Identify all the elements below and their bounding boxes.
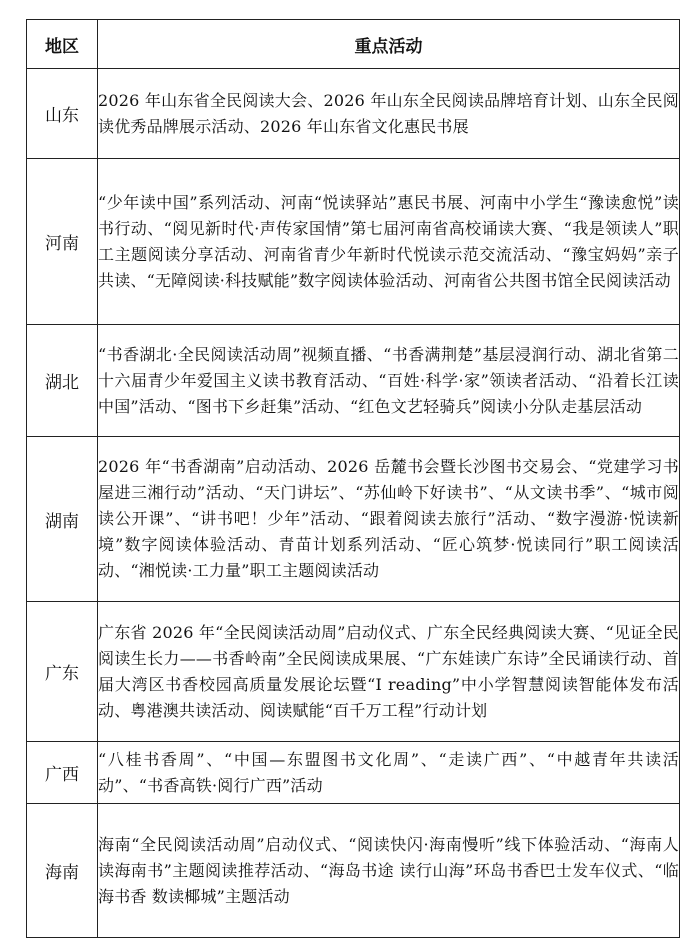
region-cell: 山东 <box>27 69 98 159</box>
activities-cell: “书香湖北·全民阅读活动周”视频直播、“书香满荆楚”基层浸润行动、湖北省第二十六届青少年爱国主义读书教育活动、“百姓·科学·家”领读者活动、“沿着长江读中国”活动、“图书下乡赶集”活动、“红色文艺轻骑兵”阅读小分队走基层活动 <box>98 325 680 437</box>
activities-cell: 海南“全民阅读活动周”启动仪式、“阅读快闪·海南慢听”线下体验活动、“海南人读海南书”主题阅读推荐活动、“海岛书途 读行山海”环岛书香巴士发车仪式、“临海书香 数读椰城”主题活动 <box>98 804 680 938</box>
table-row <box>27 437 680 602</box>
activities-column-header: 重点活动 <box>98 20 680 69</box>
table-header-row <box>27 20 680 69</box>
table-row <box>27 159 680 325</box>
activities-cell: “少年读中国”系列活动、河南“悦读驿站”惠民书展、河南中小学生“豫读愈悦”读书行动、“阅见新时代·声传家国情”第七届河南省高校诵读大赛、“我是领读人”职工主题阅读分享活动、河南省青少年新时代悦读示范交流活动、“豫宝妈妈”亲子共读、“无障阅读·科技赋能”数字阅读体验活动、河南省公共图书馆全民阅读活动 <box>98 159 680 325</box>
region-cell: 广西 <box>27 742 98 804</box>
activities-cell: 2026 年“书香湖南”启动活动、2026 岳麓书会暨长沙图书交易会、“党建学习书屋进三湘行动”活动、“天门讲坛”、“苏仙岭下好读书”、“从文读书季”、“城市阅读公开课”、“讲书吧！少年”活动、“跟着阅读去旅行”活动、“数字漫游·悦读新境”数字阅读体验活动、青苗计划系列活动、“匠心筑梦·悦读同行”职工阅读活动、“湘悦读·工力量”职工主题阅读活动 <box>98 437 680 602</box>
region-column-header: 地区 <box>27 20 98 69</box>
activities-table <box>26 19 680 938</box>
region-cell: 海南 <box>27 804 98 938</box>
activities-cell: “八桂书香周”、“中国—东盟图书文化周”、“走读广西”、“中越青年共读活动”、“书香高铁·阅行广西”活动 <box>98 742 680 804</box>
region-cell: 河南 <box>27 159 98 325</box>
table-row <box>27 325 680 437</box>
activities-cell: 2026 年山东省全民阅读大会、2026 年山东全民阅读品牌培育计划、山东全民阅读优秀品牌展示活动、2026 年山东省文化惠民书展 <box>98 69 680 159</box>
table-row <box>27 804 680 938</box>
region-cell: 湖南 <box>27 437 98 602</box>
region-cell: 广东 <box>27 602 98 742</box>
table-row <box>27 69 680 159</box>
activities-cell: 广东省 2026 年“全民阅读活动周”启动仪式、广东全民经典阅读大赛、“见证全民阅读生长力——书香岭南”全民阅读成果展、“广东娃读广东诗”全民诵读行动、首届大湾区书香校园高质量发展论坛暨“I reading”中小学智慧阅读智能体发布活动、粤港澳共读活动、阅读赋能“百千万工程”行动计划 <box>98 602 680 742</box>
table-row <box>27 742 680 804</box>
region-cell: 湖北 <box>27 325 98 437</box>
table-row <box>27 602 680 742</box>
